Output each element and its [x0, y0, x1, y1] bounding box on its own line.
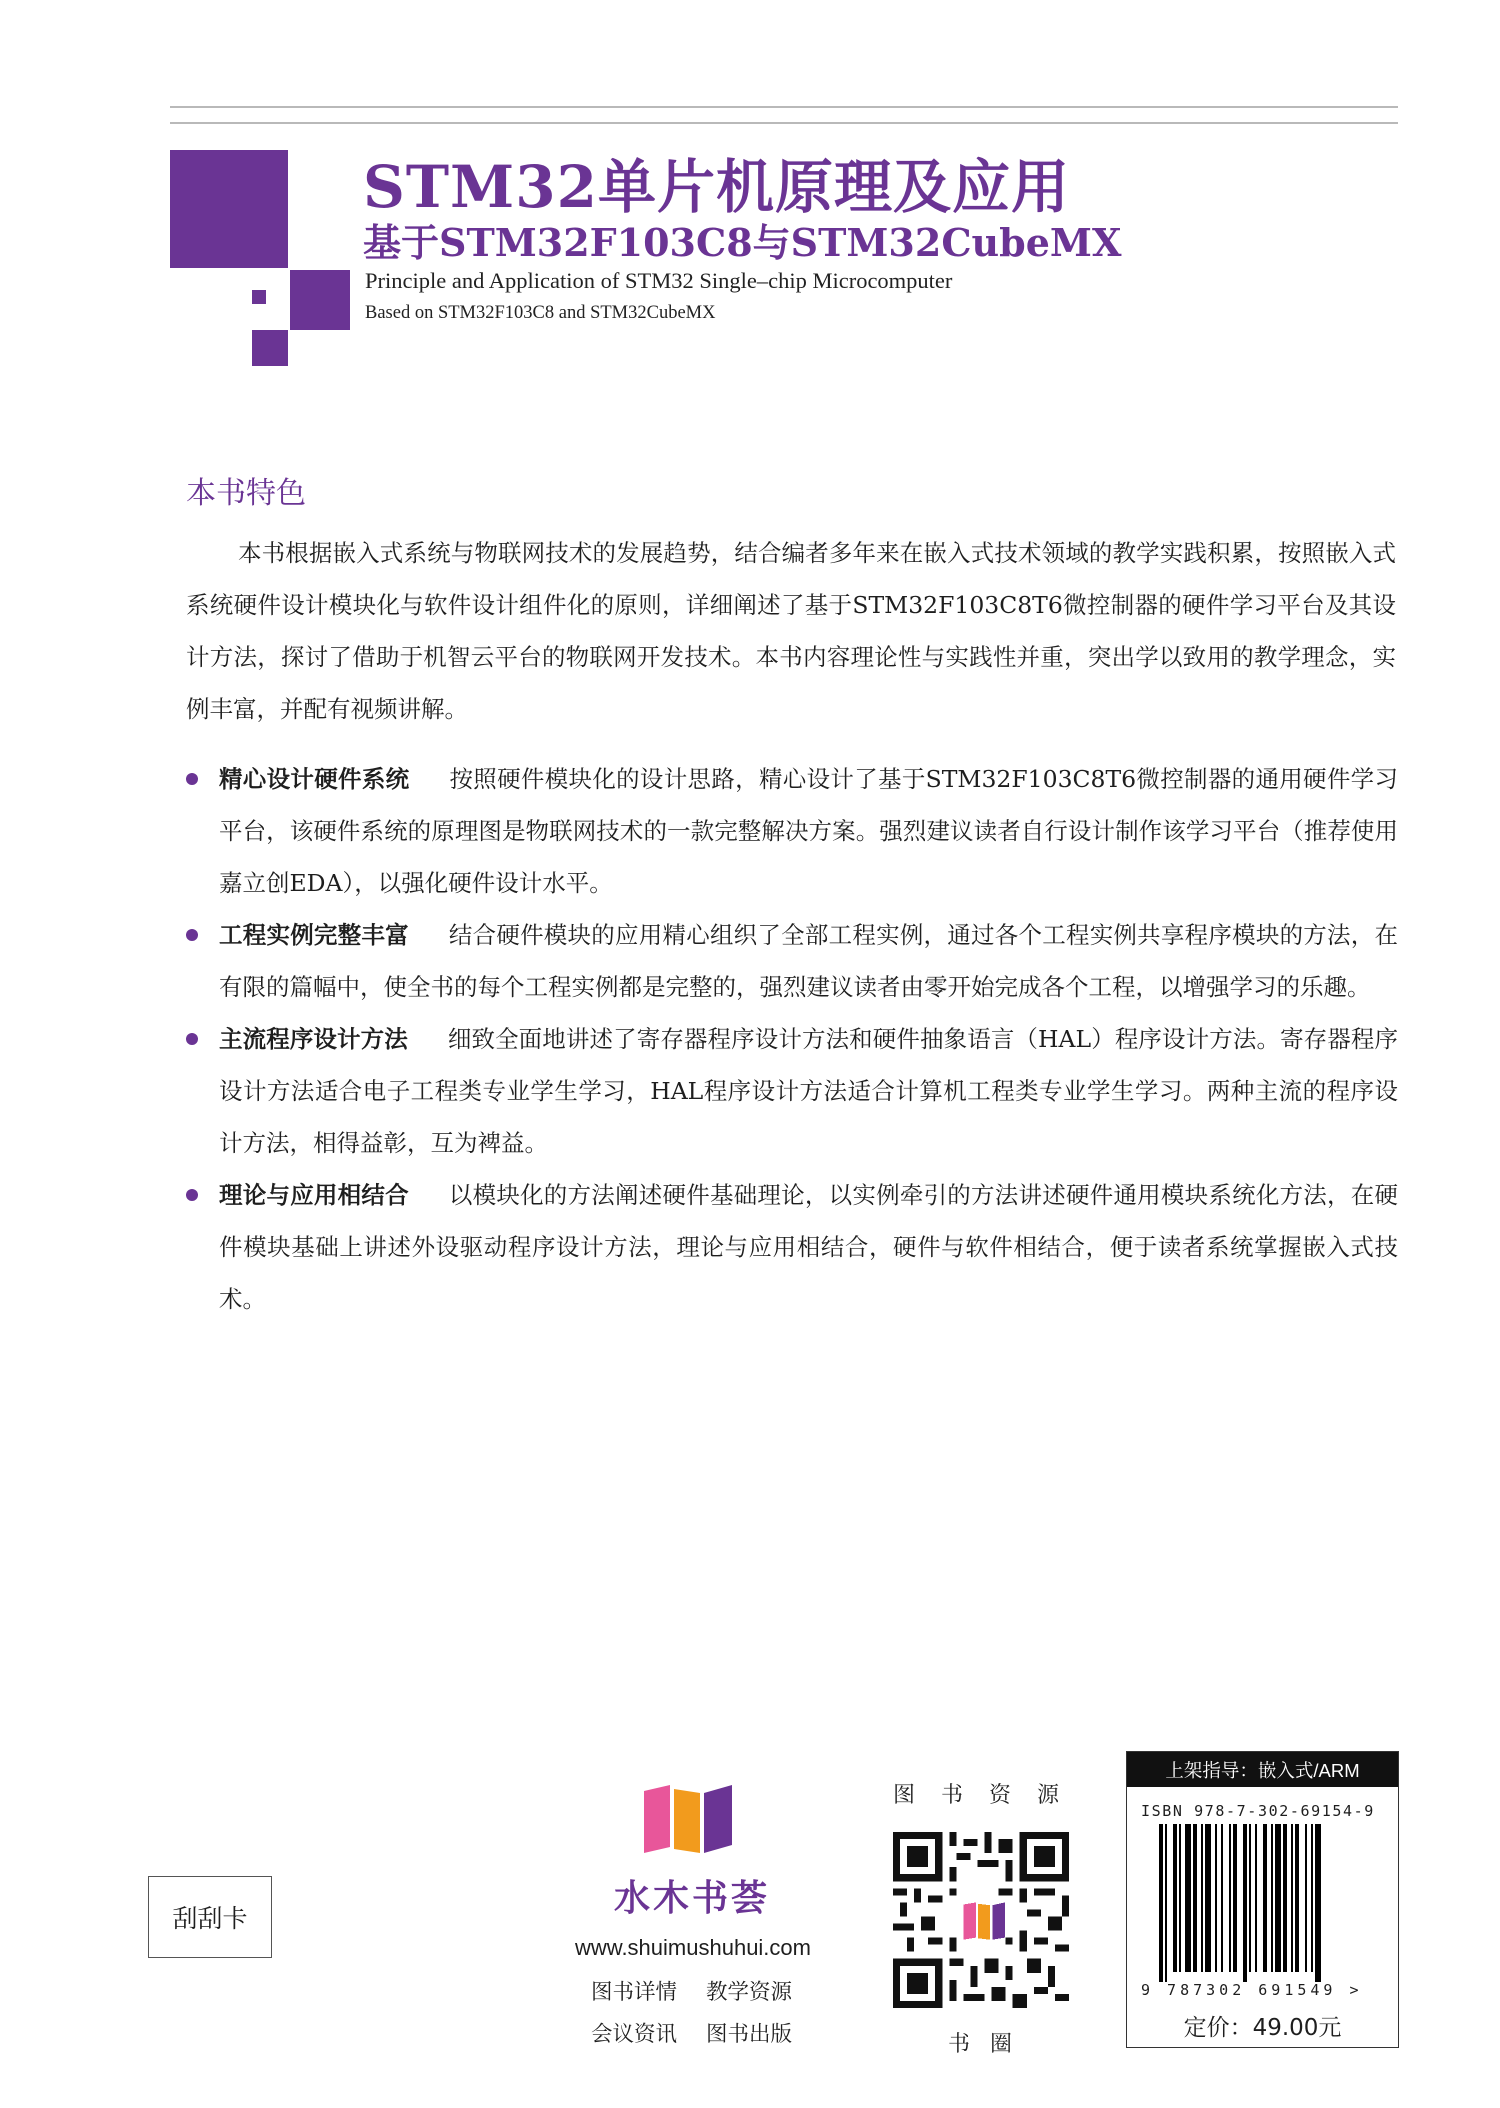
book-title: STM32单片机原理及应用	[363, 153, 1070, 221]
bullet-icon	[186, 1189, 198, 1201]
header-rule-top	[170, 106, 1398, 108]
feature-item	[186, 1013, 1398, 1169]
publisher-logo-text: 水木书荟	[613, 1877, 770, 1919]
feature-item	[186, 909, 1398, 1013]
isbn-text: ISBN 978-7-302-69154-9	[1141, 1802, 1375, 1820]
book-logo-icon	[640, 1783, 736, 1853]
bullet-icon	[186, 773, 198, 785]
link-book-details: 图书详情	[591, 1980, 678, 2005]
barcode-digits: 9 787302 691549 >	[1141, 1981, 1363, 1999]
feature-title: 精心设计硬件系统	[219, 765, 410, 793]
barcode-box	[1126, 1751, 1399, 2048]
feature-title: 主流程序设计方法	[219, 1025, 408, 1053]
qr-heading: 图书资源	[893, 1783, 1086, 1808]
intro-paragraph: 本书根据嵌入式系统与物联网技术的发展趋势，结合编者多年来在嵌入式技术领域的教学实践积累，按照嵌入式系统硬件设计模块化与软件设计组件化的原则，详细阐述了基于STM32F103C8T6微控制器的硬件学习平台及其设计方法，探讨了借助于机智云平台的物联网开发技术。本书内容理论性与实践性并重，突出学以致用的教学理念，实例丰富，并配有视频讲解。	[186, 539, 1396, 723]
scratch-card	[148, 1876, 272, 1958]
book-subtitle: 基于STM32F103C8与STM32CubeMX	[363, 220, 1122, 265]
barcode-icon	[1159, 1824, 1369, 1982]
english-subtitle: Based on STM32F103C8 and STM32CubeMX	[365, 303, 716, 323]
bullet-icon	[186, 929, 198, 941]
shelf-guide: 上架指导：嵌入式/ARM	[1127, 1752, 1398, 1787]
feature-text: 以模块化的方法阐述硬件基础理论，以实例牵引的方法讲述硬件通用模块系统化方法，在硬件模块基础上讲述外设驱动程序设计方法，理论与应用相结合，硬件与软件相结合，便于读者系统掌握嵌入式技术。	[219, 1181, 1399, 1313]
scratch-card-label: 刮刮卡	[172, 1904, 248, 1933]
feature-item	[186, 1169, 1398, 1325]
feature-title: 理论与应用相结合	[219, 1181, 409, 1209]
link-book-publishing: 图书出版	[706, 2022, 793, 2047]
bullet-icon	[186, 1033, 198, 1045]
publisher-website: www.shuimushuhui.com	[575, 1935, 811, 1960]
header-rule-bottom	[170, 122, 1398, 124]
qr-code-icon	[893, 1832, 1069, 2008]
price: 定价：49.00元	[1183, 2015, 1342, 2041]
feature-item	[186, 753, 1398, 909]
feature-title: 工程实例完整丰富	[219, 921, 409, 949]
feature-text: 按照硬件模块化的设计思路，精心设计了基于STM32F103C8T6微控制器的通用硬件学习平台，该硬件系统的原理图是物联网技术的一款完整解决方案。强烈建议读者自行设计制作该学习平台（推荐使用嘉立创EDA），以强化硬件设计水平。	[219, 765, 1398, 897]
qr-footer: 书圈	[948, 2032, 1033, 2057]
link-conference-news: 会议资讯	[591, 2022, 678, 2047]
link-teaching-resources: 教学资源	[706, 1980, 793, 2005]
section-heading: 本书特色	[186, 476, 306, 511]
feature-text: 细致全面地讲述了寄存器程序设计方法和硬件抽象语言（HAL）程序设计方法。寄存器程序设计方法适合电子工程类专业学生学习，HAL程序设计方法适合计算机工程类专业学生学习。两种主流的程序设计方法，相得益彰，互为裨益。	[219, 1025, 1398, 1157]
english-title: Principle and Application of STM32 Single–chip Microcomputer	[365, 268, 953, 293]
feature-list	[186, 753, 1398, 1325]
feature-text: 结合硬件模块的应用精心组织了全部工程实例，通过各个工程实例共享程序模块的方法，在有限的篇幅中，使全书的每个工程实例都是完整的，强烈建议读者由零开始完成各个工程，以增强学习的乐趣。	[219, 921, 1399, 1001]
